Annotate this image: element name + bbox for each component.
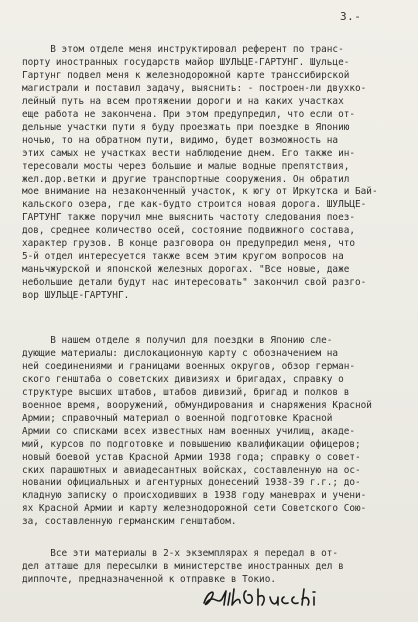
handwritten-signature bbox=[200, 583, 350, 613]
page-number: 3.- bbox=[340, 10, 362, 23]
paragraph-transport-instructions: В этом отделе меня инструктировал референт по транс- порту иностранных государств майор ШУЛЬЦЕ-ГАРТУНГ. Шульце- Гартунг подвел меня к железнодорожной карте транссибирской магистрали и поставил задачу, выяснить: - построен-ли двухко- лейный путь на всем протяжении дороги и на каких участках еще работа не закончена. При этом предупредил, что если от- дельные участки пути я буду проезжать при поездке в Японию ночью, то на обратном пути, видимо, будет возможность на этих самых не участках вести наблюдение днем. Его также ин- тересовали мосты через большие и малые водные препятствия, жел.дор.ветки и другие транспортные сооружения. Он обратил мое внимание на незаконченный участок, к югу от Иркутска и Бай- кальского озера, где как-будто строится новая дорога. ШУЛЬЦЕ- ГАРТУНГ также поручил мне выяснить частоту следования поез- дов, среднее количество осей, состояние подвижного состава, характер грузов. В конце разговора он предупредил меня, что 5-й отдел интересуется также всем этим кругом вопросов на маньчжурской и японской железных дорогах. "Все новые, даже небольшие детали будут нас интересовать" закончил свой разго- вор ШУЛЬЦЕ-ГАРТУНГ. bbox=[22, 44, 378, 302]
paragraph-materials-received: В нашем отделе я получил для поездки в Японию сле- дующие материалы: дислокационную карту с обозначением на ней соединениями и границами военных округов, обзор герман- ского генштаба о советских дивизиях и бригадах, справку о структуре высших штабов, штабов дивизий, бригад и полков в военное время, вооружений, обмундирования и снаряжения Красной Армии; справочный материал о военной подготовке Красной Армии со списками всех известных нам военных училищ, акаде- мий, курсов по подготовке и повышению квалификации офицеров; новый боевой устав Красной Армии 1938 года; справку о совет- ских парашютных и авиадесантных войсках, составленную на ос- новании официальных и агентурных донесений 1938-39 г.г.; до- кладную записку о происходивших в 1938 году маневрах и учени- ях Красной Армии и карту железнодорожной сети Советского Сою- за, составленную германским генштабом. bbox=[22, 335, 372, 528]
signature-scribble bbox=[200, 583, 350, 613]
paragraph-materials-sent: Все эти материалы в 2-х экземплярах я передал в от- дел атташе для пересылки в министерстве иностранных дел в диппочте, предназначенной к отправке в Токио. bbox=[22, 548, 344, 585]
